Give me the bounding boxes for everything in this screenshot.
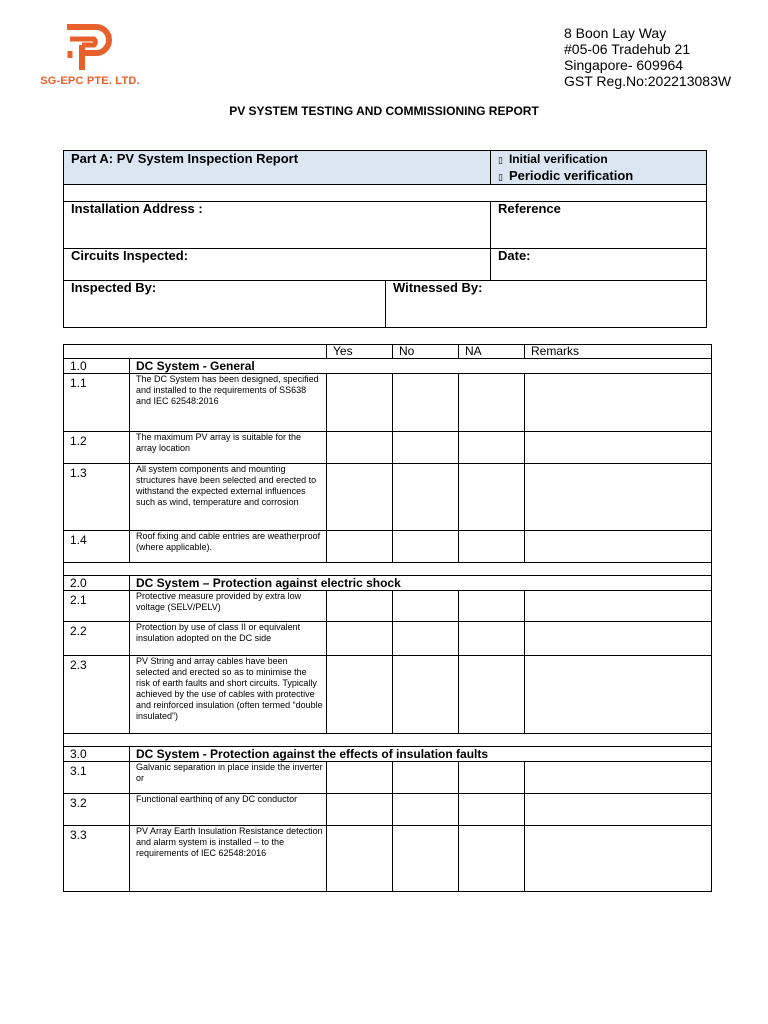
na-cell[interactable] [459,464,525,531]
remarks-cell[interactable] [525,656,712,734]
spacer-cell [64,734,712,747]
remarks-cell[interactable] [525,374,712,432]
no-cell[interactable] [393,374,459,432]
item-description: Protection by use of class II or equivalent insulation adopted on the DC side [130,622,327,656]
table-row [64,591,712,622]
item-number: 1.2 [64,432,130,464]
item-description: Functional earthinq of any DC conductor [130,794,327,826]
section-number: 1.0 [64,359,130,374]
item-number: 1.3 [64,464,130,531]
spacer-row [63,184,707,202]
remarks-cell[interactable] [525,464,712,531]
yes-cell[interactable] [327,591,393,622]
spacer-row [64,563,712,576]
yes-cell[interactable] [327,794,393,826]
header-row [64,345,712,359]
checkbox-icon[interactable]: ▯ [498,156,503,166]
sg-epc-logo-icon [64,24,114,74]
item-description: PV Array Earth Insulation Resistance detection and alarm system is installed – to the requirements of IEC 62548:2016 [130,826,327,892]
section-header-row [64,747,712,762]
section-title: DC System - General [130,359,712,374]
yes-cell[interactable] [327,656,393,734]
item-number: 3.2 [64,794,130,826]
yes-cell[interactable] [327,622,393,656]
no-cell[interactable] [393,432,459,464]
table-row [64,794,712,826]
circuits-inspected-label: Circuits Inspected: [71,248,189,263]
item-description: PV String and array cables have been selected and erected so as to minimise the risk of earth faults and short circuits. Typically achieved by the use of cables with protective and reinforced insulation (often termed “double insulated”) [130,656,327,734]
item-number: 2.3 [64,656,130,734]
na-header: NA [459,345,525,359]
company-address [564,25,731,89]
yes-header: Yes [327,345,393,359]
installation-address-label: Installation Address : [71,201,203,216]
no-cell[interactable] [393,656,459,734]
checklist-table [63,344,712,892]
table-row [64,374,712,432]
yes-cell[interactable] [327,464,393,531]
periodic-verification-option[interactable] [498,168,633,183]
no-cell[interactable] [393,762,459,794]
no-cell[interactable] [393,591,459,622]
yes-cell[interactable] [327,826,393,892]
spacer-row [64,734,712,747]
na-cell[interactable] [459,622,525,656]
item-number: 2.2 [64,622,130,656]
remarks-cell[interactable] [525,622,712,656]
na-cell[interactable] [459,432,525,464]
remarks-cell[interactable] [525,794,712,826]
initial-verification-option[interactable] [498,152,608,166]
item-description: All system components and mounting structures have been selected and erected to withstand the expected external influences such as wind, temperature and corrosion [130,464,327,531]
table-row [64,762,712,794]
address-line-2: #05-06 Tradehub 21 [564,41,691,57]
yes-cell[interactable] [327,374,393,432]
item-number: 2.1 [64,591,130,622]
section-header-row [64,359,712,374]
section-number: 3.0 [64,747,130,762]
spacer-cell [64,563,712,576]
table-row [64,826,712,892]
table-row [64,464,712,531]
periodic-verification-label: Periodic verification [508,168,634,183]
remarks-cell[interactable] [525,826,712,892]
table-row [64,656,712,734]
na-cell[interactable] [459,762,525,794]
item-number: 3.3 [64,826,130,892]
inspected-by-label: Inspected By: [71,280,157,295]
na-cell[interactable] [459,591,525,622]
no-cell[interactable] [393,531,459,563]
section-title: DC System - Protection against the effects of insulation faults [130,747,712,762]
company-name: SG-EPC PTE. LTD. [40,75,140,87]
table-row [64,432,712,464]
item-description: The DC System has been designed, specified and installed to the requirements of SS638 and IEC 62548:2016 [130,374,327,432]
no-cell[interactable] [393,622,459,656]
item-description: Protective measure provided by extra low voltage (SELV/PELV) [130,591,327,622]
item-number: 3.1 [64,762,130,794]
no-cell[interactable] [393,794,459,826]
date-label: Date: [498,248,531,263]
remarks-cell[interactable] [525,531,712,563]
initial-verification-label: Initial verification [508,152,608,166]
item-number: 1.4 [64,531,130,563]
item-description: Roof fixing and cable entries are weatherproof (where applicable). [130,531,327,563]
item-description: Galvanic separation in place inside the inverter or [130,762,327,794]
table-row [64,531,712,563]
na-cell[interactable] [459,374,525,432]
remarks-header: Remarks [525,345,712,359]
table-row [64,622,712,656]
item-number: 1.1 [64,374,130,432]
address-line-4: GST Reg.No:202213083W [564,73,732,89]
remarks-cell[interactable] [525,432,712,464]
yes-cell[interactable] [327,531,393,563]
no-cell[interactable] [393,464,459,531]
report-title: PV SYSTEM TESTING AND COMMISSIONING REPORT [229,104,539,118]
remarks-cell[interactable] [525,591,712,622]
item-description: The maximum PV array is suitable for the array location [130,432,327,464]
section-title: DC System – Protection against electric shock [130,576,712,591]
address-line-1: 8 Boon Lay Way [564,25,667,41]
section-number: 2.0 [64,576,130,591]
no-cell[interactable] [393,826,459,892]
section-header-row [64,576,712,591]
address-line-3: Singapore- 609964 [564,57,684,73]
na-cell[interactable] [459,531,525,563]
part-a-title: Part A: PV System Inspection Report [71,151,299,166]
checkbox-icon[interactable]: ▯ [498,173,503,183]
yes-cell[interactable] [327,432,393,464]
na-cell[interactable] [459,826,525,892]
part-a-table [63,150,707,328]
yes-cell[interactable] [327,762,393,794]
remarks-cell[interactable] [525,762,712,794]
company-logo [30,24,150,94]
na-cell[interactable] [459,656,525,734]
witnessed-by-label: Witnessed By: [393,280,483,295]
reference-label: Reference [498,201,561,216]
header-blank [64,345,327,359]
no-header: No [393,345,459,359]
na-cell[interactable] [459,794,525,826]
